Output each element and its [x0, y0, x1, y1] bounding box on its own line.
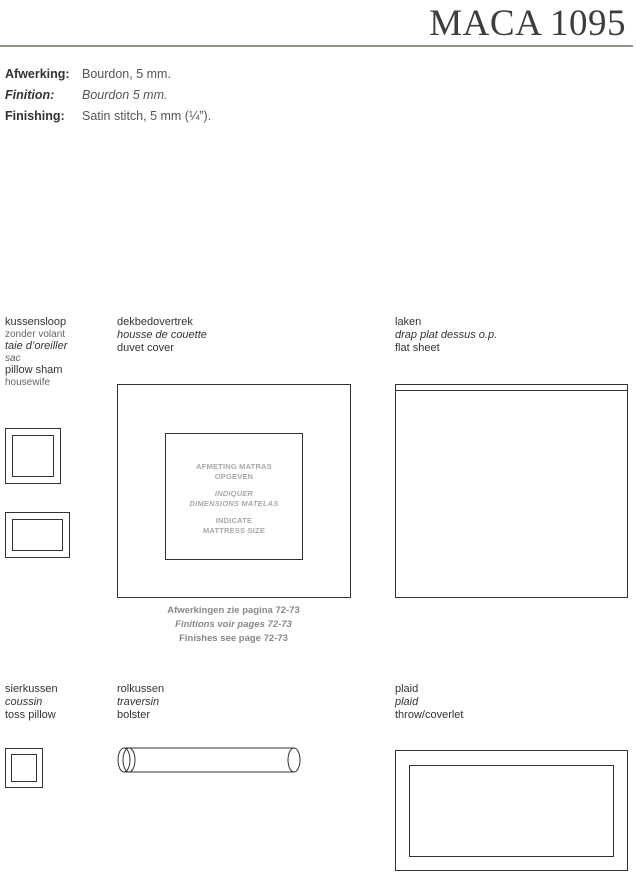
throw-label-en: throw/coverlet — [395, 709, 464, 721]
pillow-sublabel-nl: zonder volant — [5, 329, 66, 340]
mattress-line: INDICATE — [215, 516, 253, 525]
toss-label-en: toss pillow — [5, 709, 56, 721]
pillow-label-nl: kussensloop — [5, 316, 67, 328]
finishing-value: Bourdon 5 mm. — [82, 88, 168, 102]
bolster-label-en: bolster — [117, 709, 151, 721]
duvet-label-nl: dekbedovertrek — [117, 316, 193, 328]
finishes-note — [117, 604, 350, 646]
mattress-box — [165, 433, 303, 560]
pillow-rect-inner — [12, 519, 63, 551]
bolster-drawing — [112, 742, 306, 778]
pillow-labels — [5, 316, 67, 388]
header-rule — [0, 45, 633, 47]
sheet-labels — [395, 316, 497, 355]
finishing-fr — [5, 88, 167, 102]
mattress-line: AFMETING MATRAS — [196, 462, 272, 471]
mattress-line: MATTRESS SIZE — [202, 526, 266, 535]
pillow-label-en: pillow sham — [5, 364, 63, 376]
duvet-labels — [117, 316, 207, 355]
mattress-line: INDIQUER — [214, 489, 254, 498]
toss-label-nl: sierkussen — [5, 683, 58, 695]
duvet-label-en: duvet cover — [117, 342, 174, 354]
sheet-label-fr: drap plat dessus o.p. — [395, 329, 498, 341]
mattress-line: OPGEVEN — [214, 472, 254, 481]
finishing-label: Finition: — [5, 88, 55, 102]
finishing-label: Afwerking: — [5, 67, 70, 81]
sheet-hem-line — [396, 390, 627, 391]
duvet-label-fr: housse de couette — [117, 329, 207, 341]
pillow-sublabel-en: housewife — [5, 377, 51, 388]
bolster-label-nl: rolkussen — [117, 683, 165, 695]
throw-drawing — [395, 750, 628, 871]
toss-labels — [5, 683, 58, 722]
pillow-label-fr: taie d’oreiller — [5, 340, 68, 352]
pillow-square-inner — [12, 435, 54, 477]
throw-label-fr: plaid — [395, 696, 419, 708]
bolster-label-fr: traversin — [117, 696, 160, 708]
finishes-note-fr: Finitions voir pages 72-73 — [175, 619, 292, 630]
mattress-text-fr — [166, 489, 302, 509]
pillow-sublabel-fr: sac — [5, 353, 21, 364]
toss-label-fr: coussin — [5, 696, 43, 708]
mattress-text-en — [166, 516, 302, 536]
finishes-note-en: Finishes see page 72-73 — [179, 633, 288, 644]
throw-label-nl: plaid — [395, 683, 419, 695]
toss-drawing — [5, 748, 43, 788]
finishing-value: Satin stitch, 5 mm (¼”). — [82, 109, 212, 123]
finishing-label: Finishing: — [5, 109, 65, 123]
sheet-drawing — [395, 384, 628, 598]
page-title: MACA 1095 — [429, 3, 626, 44]
mattress-line: DIMENSIONS MATELAS — [189, 499, 279, 508]
finishes-note-nl: Afwerkingen zie pagina 72-73 — [167, 605, 300, 616]
sheet-label-en: flat sheet — [395, 342, 440, 354]
finishing-nl — [5, 67, 171, 81]
pillow-square-drawing — [5, 428, 61, 484]
pillow-rect-drawing — [5, 512, 70, 558]
mattress-text-nl — [166, 462, 302, 482]
throw-labels — [395, 683, 463, 722]
throw-inner — [409, 765, 614, 857]
bolster-labels — [117, 683, 164, 722]
toss-inner — [11, 754, 37, 782]
duvet-drawing — [117, 384, 351, 598]
finishing-en — [5, 109, 211, 123]
finishing-value: Bourdon, 5 mm. — [82, 67, 171, 81]
sheet-label-nl: laken — [395, 316, 422, 328]
